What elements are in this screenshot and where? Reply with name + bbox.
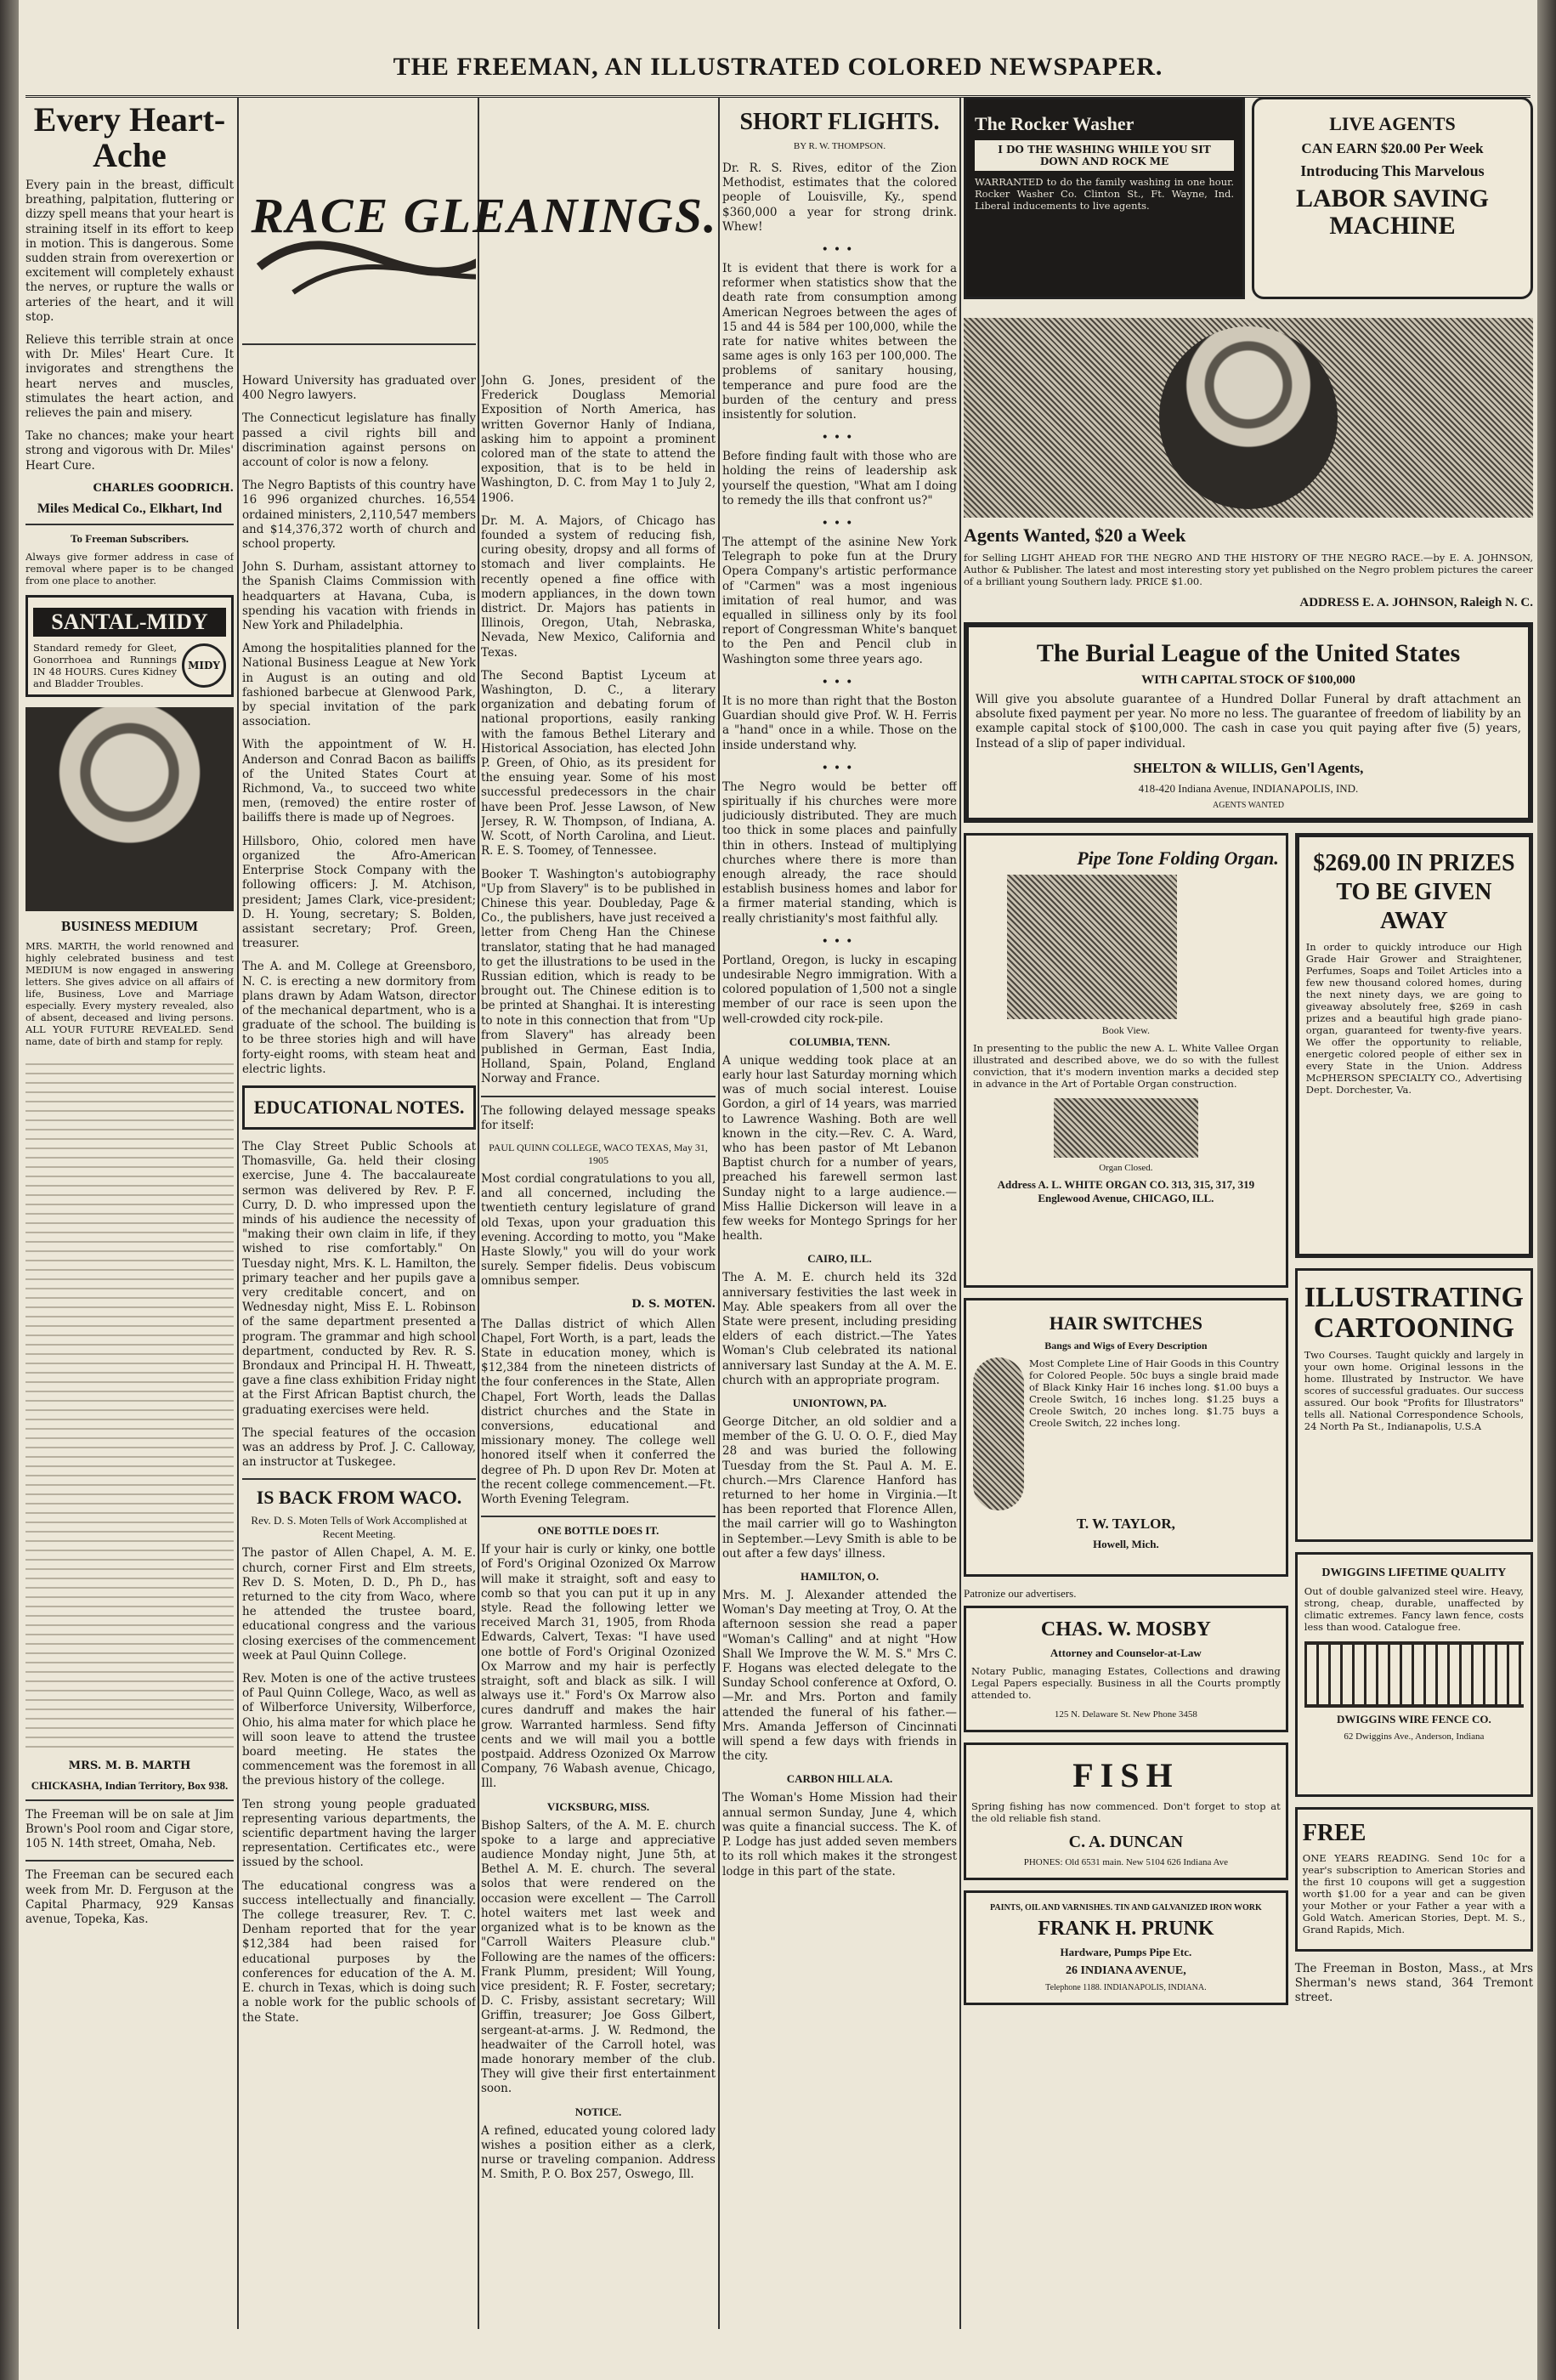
divider [25, 1799, 234, 1801]
mosby-sub: Attorney and Counselor-at-Law [1050, 1646, 1202, 1659]
hair-switch-illustration [973, 1357, 1024, 1510]
santal-title: SANTAL-MIDY [33, 608, 226, 637]
divider [242, 1478, 476, 1480]
notice-omaha: The Freeman will be on sale at Jim Brown's Pool room and Cigar store, 105 N. 14th street, Omaha, Neb. [25, 1807, 234, 1851]
waco-head: IS BACK FROM WACO. [256, 1487, 462, 1509]
organ-text: In presenting to the public the new A. L. White Vallee Organ illustrated and described above, we do so with the fullest conviction, that it's modern invention marks a decided step in advance in the Art of Portable Organ construction. [973, 1042, 1279, 1090]
separator-stars: ••• [821, 934, 858, 949]
flight-item: It is evident that there is work for a reformer when statistics show that the death rate from consumption among American Negroes between the ages of 15 and 44 is 584 per 100,000, while the rate for native whites between the same ages is only 163 per 100,000. The problems of sanitary housing, temperance and pure food are the burden of the century and press insistently for solution. [722, 262, 957, 422]
labor-sub: CAN EARN $20.00 Per Week [1301, 140, 1484, 156]
heartache-text: Every pain in the breast, difficult breathing, palpitation, fluttering or dizzy spell means that your heart is straining itself in its effort to keep in motion. This is dangerous. Some sudden strain from overexertion or excitement will completely exhaust the nerves, or rupture the walls or arteries of the heart, and it will stop. [25, 178, 234, 324]
medium-title: BUSINESS MEDIUM [60, 917, 199, 934]
fish-ad [964, 1742, 1288, 1880]
gleaning-item: The Connecticut legislature has finally passed a civil rights bill and discrimination against persons on account of color is now a felony. [242, 411, 476, 470]
subscribers-head: To Freeman Subscribers. [70, 531, 190, 545]
agents-head: Agents Wanted, $20 a Week [964, 524, 1186, 546]
separator-stars: ••• [821, 761, 858, 775]
waco-text: The educational congress was a success intellectually and financially. The college treasurer, Rev. T. C. Denham reported that for the year $12,384 had been raised for educational purposes by the conferences for education of the A. M. E. church in Texas, which is doing such a noble work for the public schools of the State. [242, 1878, 476, 2025]
column-1 [25, 97, 234, 2329]
news-item: The following delayed message speaks for itself: [481, 1103, 716, 1132]
uniontown-head: UNIONTOWN, PA. [792, 1397, 887, 1410]
santal-text: Standard remedy for Gleet, Gonorrhoea and Runnings IN 48 HOURS. Cures Kidney and Bladder Troubles. [33, 641, 177, 689]
hair-sub: Bangs and Wigs of Every Description [1044, 1340, 1208, 1352]
column-rule [718, 97, 720, 2329]
flight-item: Dr. R. S. Rives, editor of the Zion Methodist, estimates that the colored people of Louisville, Ky., spend $360,000 a year for strong drink. Whew! [722, 162, 957, 234]
news-item: John G. Jones, president of the Frederick Douglass Memorial Exposition of North America, has written Governor Hanly of Indiana, asking him to appoint a prominent colored man of the state to attend the exposition, that is to be held in Washington, D. C. from May 1 to July 2, 1906. [481, 374, 716, 505]
waco-text: Ten strong young people graduated representing various departments, the scientific department having the larger representation. Certificates etc., were issued by the school. [242, 1797, 476, 1870]
banner-title-wrap [246, 128, 722, 348]
middle-left-ads [964, 833, 1288, 2015]
hair-switches-ad [964, 1298, 1288, 1577]
heartache-signature: CHARLES GOODRICH. [93, 481, 234, 495]
organ-closed-illustration [1054, 1098, 1198, 1158]
free-title: FREE [1302, 1820, 1366, 1846]
mosby-address: 125 N. Delaware St. New Phone 3458 [1054, 1709, 1197, 1720]
labor-title: LIVE AGENTS [1329, 113, 1456, 134]
middle-ads-row [964, 833, 1533, 2015]
heartache-text: Relieve this terrible strain at once with Dr. Miles' Heart Cure. It invigorates and strengthens the heart nerves and muscles, stimulates the heart action, and relieves the pain and misery. [25, 333, 234, 421]
news-item: Dr. M. A. Majors, of Chicago has founded a system of reducing fish, curing obesity, dropsy and all forms of stomach and liver complaints. He recently opened a fine office with modern appliances, in the down town district. Dr. Majors has patients in Illinois, Oregon, Utah, Nebraska, Nevada, New Mexico, California and Texas. [481, 513, 716, 660]
gleaning-item: Among the hospitalities planned for the National Business League at New York in August is an outing and old fashioned barbecue at Glenwood Park, by special invitation of the park association. [242, 642, 476, 729]
subscribers-text: Always give former address in case of removal where paper is to be changed from one place to another. [25, 550, 234, 586]
author-portrait [1159, 326, 1338, 509]
organ-address: Address A. L. WHITE ORGAN CO. 313, 315, 317, 319 Englewood Avenue, CHICAGO, ILL. [997, 1178, 1255, 1204]
organ-closed-caption: Organ Closed. [1099, 1163, 1153, 1173]
vicksburg-head: VICKSBURG, MISS. [546, 1799, 650, 1813]
flight-item: Before finding fault with those who are holding the reins of leadership ask yourself the question, "What am I doing to remedy the ills that confront us?" [722, 450, 957, 507]
waco-text: Rev. Moten is one of the active trustees of Paul Quinn College, Waco, as well as of Wilberforce University, Wilberforce, Ohio, his alma mater for which place he will soon leave to attend the trustee board meeting. He states the commencement was the foremost in all the previous history of the college. [242, 1672, 476, 1788]
fish-firm: C. A. DUNCAN [1068, 1833, 1184, 1851]
fence-address: 62 Dwiggins Ave., Anderson, Indiana [1344, 1731, 1485, 1742]
divider [481, 1516, 716, 1517]
medium-fine-print [25, 1056, 234, 1753]
prunk-head: PAINTS, OIL AND VARNISHES. TIN AND GALVANIZED IRON WORK [990, 1903, 1262, 1912]
burial-firm: SHELTON & WILLIS, Gen'l Agents, [1133, 759, 1364, 776]
prunk-title: FRANK H. PRUNK [1038, 1918, 1214, 1940]
gleaning-item: The A. and M. College at Greensboro, N. C. is erecting a new dormitory from plans drawn by Adam Watson, director of the mechanical department, who is a graduate of the school. The building is to be three stories high and will have forty-eight rooms, with steam heat and electric lights. [242, 960, 476, 1076]
waco-text: The pastor of Allen Chapel, A. M. E. church, corner First and Elm streets, Rev D. S. Moten, D. D., Ph D., has returned to the city from Waco, where he attended the trustee board, educational congress and the various closing exercises of the commencement week at Paul Quinn College. [242, 1546, 476, 1663]
carbon-hill-head: CARBON HILL ALA. [786, 1772, 893, 1786]
vicksburg-text: Bishop Salters, of the A. M. E. church spoke to a large and appreciative audience Monday night, June 5th, at Bethel A. M. E. church. The several solos that were rendered on the occasion were excellent — The Carroll hotel waiters met last week and organized what is to be known as the "Carroll Waiters Pleasure club." Following are the names of the officers: Frank Plumm, president; Will Young, vice president; R. F. Foster, secretary; D. C. Frisby, assistant secretary; Will Griffin, treasurer; Joe Goss Gilbert, sergeant-at-arms. J. W. Redmond, the headwaiter of the Carroll hotel, was made honorary member of the club. They will give their first entertainment soon. [481, 1818, 716, 2096]
column-4 [722, 97, 957, 2329]
waco-subhead: Rev. D. S. Moten Tells of Work Accomplished at Recent Meeting. [251, 1514, 467, 1541]
column-rule [478, 97, 479, 2329]
separator-stars: ••• [821, 431, 858, 445]
burial-agents: AGENTS WANTED [1213, 800, 1284, 810]
educational-notes-head-box [242, 1085, 476, 1130]
columbia-head: COLUMBIA, TENN. [789, 1034, 891, 1048]
notice-head: NOTICE. [574, 2105, 622, 2118]
divider [25, 524, 234, 525]
column-2-body [242, 374, 476, 2329]
heartache-title: Every Heart-Ache [33, 100, 226, 174]
news-item: The Dallas district of which Allen Chapel, Fort Worth, is a part, leads the State in education money, which is $12,384 from the nineteen districts of the four conferences in the State, Allen Chapel, Fort Worth, leads the Dallas district churches and the State in conversions, educational and missionary money. The college well honored itself when it conferred the degree of Ph. D upon Rev Dr. Moten at the recent college commencement.—Ft. Worth Evening Telegram. [481, 1317, 716, 1507]
burial-title: The Burial League of the United States [1036, 639, 1461, 667]
cartoon-title: ILLUSTRATING CARTOONING [1304, 1282, 1524, 1344]
notice-text: A refined, educated young colored lady wishes a position either as a clerk, nurse or traveling companion. Address M. Smith, P. O. Box 257, Oswego, Ill. [481, 2123, 716, 2182]
separator-stars: ••• [821, 243, 858, 258]
hair-firm: T. W. TAYLOR, [1076, 1516, 1175, 1532]
burial-address: 418-420 Indiana Avenue, INDIANAPOLIS, IND. [1138, 781, 1359, 795]
cairo-head: CAIRO, ILL. [807, 1252, 872, 1266]
notice-topeka: The Freeman can be secured each week from Mr. D. Ferguson at the Capital Pharmacy, 929 Kansas avenue, Topeka, Kas. [25, 1868, 234, 1927]
mosby-text: Notary Public, managing Estates, Collections and drawing Legal Papers especially. Business in all the Courts promptly attended to. [971, 1665, 1281, 1701]
separator-stars: ••• [821, 675, 858, 689]
mosby-title: CHAS. W. MOSBY [1040, 1618, 1211, 1640]
cartoon-text: Two Courses. Taught quickly and largely in your own home. Original lessons in the home. Illustrated by Instructor. We have scores of successful graduates. Our success assured. Our book "Profits for Illustrators" tells all. National Correspondence Schools, 24 North Pa St., Indianapolis, U.S.A [1304, 1349, 1524, 1432]
carbon-hill-text: The Woman's Home Mission had their annual sermon Sunday, June 4, which was quite a financial success. The K. of P. Lodge has just added seven members to its roll which makes it the strongest lodge in this part of the state. [722, 1791, 957, 1878]
burial-capital: WITH CAPITAL STOCK OF $100,000 [1141, 673, 1355, 687]
letter-head: PAUL QUINN COLLEGE, WACO TEXAS, May 31, 1905 [489, 1141, 708, 1166]
hamilton-head: HAMILTON, O. [800, 1570, 880, 1584]
flight-item: The attempt of the asinine New York Telegraph to poke fun at the Drury Opera Company's artistic performance of "Carmen" was a most ingenious imitation of real humor, and was equalled in silliness only by its fool report of Congressman White's banquet to the Pen and Pencil club in Washington some three years ago. [722, 536, 957, 666]
news-item: The Second Baptist Lyceum at Washington, D. C., a literary organization and debating forum of national proportions, easily ranking with the famous Bethel Literary and Historical Association, has elected John P. Green, of Ohio, as its president for the ensuing year. Some of his most successful predecessors in the chair have been Prof. Jesse Lawson, of New Jersey, R. W. Thompson, of Indiana, A. W. Scott, of North Carolina, and Lieut. R. E. S. Toomey, of Tennessee. [481, 668, 716, 858]
gleaning-item: With the appointment of W. H. Anderson and Conrad Bacon as bailiffs of the United States Court at Richmond, Va., to succeed two white men, (removed) the entire roster of bailiffs there is made up of Negroes. [242, 738, 476, 825]
medium-address: CHICKASHA, Indian Territory, Box 938. [31, 1778, 229, 1792]
masthead: THE FREEMAN, AN ILLUSTRATED COLORED NEWSPAPER. [25, 53, 1531, 98]
race-gleanings-title: RACE GLEANINGS. [251, 188, 718, 243]
medium-text: MRS. MARTH, the world renowned and highly celebrated business and test MEDIUM is now engaged in answering letters. She gives advice on all affairs of life, Business, Love and Marriage especially. Every mystery revealed, also of absent, deceased and living persons. ALL YOUR FUTURE REVEALED. Send name, date of birth and stamp for reply. [25, 939, 234, 1047]
gleaning-item: Howard University has graduated over 400 Negro lawyers. [242, 374, 476, 403]
flight-item: It is no more than right that the Boston Guardian should give Prof. W. H. Ferris a "hand" once in a while. Those on the inside understand why. [722, 694, 957, 752]
organ-title: Pipe Tone Folding Organ. [1077, 847, 1279, 869]
middle-right-ads [1295, 833, 1533, 2015]
cairo-text: The A. M. E. church held its 32d anniversary festivities the last week in May. Able speakers from all over the State were present, including presiding elders of each district.—The Yates Woman's Club celebrated its national anniversary last Sunday at the A. M. E. church with an appropriate program. [722, 1271, 957, 1387]
burial-league-ad [964, 622, 1533, 823]
cartooning-ad [1295, 1268, 1533, 1542]
divider [25, 1860, 234, 1862]
burial-text: Will give you absolute guarantee of a Hundred Dollar Funeral by draft attachment an absolute fixed payment per year. No more no less. The guarantee of freedom of liability by an example capital stock of $100,000. The cash in case you quit paying after five (5) years, Instead of a slip of paper individual. [976, 693, 1521, 751]
fence-illustration [1304, 1641, 1524, 1708]
mosby-ad [964, 1606, 1288, 1732]
organ-view-caption: Book View. [1101, 1024, 1151, 1036]
columbia-text: A unique wedding took place at an early hour last Saturday morning which was of much social interest. Louise Gordon, a girl of 14 years, was married to Lawrence Washing. Both are well known in the city.—Rev. C. A. Ward, who has been pastor of Mt Lebanon Baptist church for a number of years, preached his farewell sermon last Sunday night to a large audience.—Miss Hallie Dickerson will leave in a few weeks for Montego Springs for her health. [722, 1053, 957, 1244]
short-flights-byline: BY R. W. THOMPSON. [793, 141, 886, 151]
prunk-address: 26 INDIANA AVENUE, [1066, 1964, 1186, 1977]
hair-text: Most Complete Line of Hair Goods in this Country for Colored People. 50c buys a single braid made of Black Kinky Hair 16 inches long. $1.00 buys a Creole Switch, 16 inches long. $1.25 buys a Creole Switch, 20 inches long. $1.75 buys a Creole Switch, 22 inches long. [1029, 1357, 1279, 1429]
free-reading-ad [1295, 1807, 1533, 1952]
fish-text: Spring fishing has now commenced. Don't forget to stop at the old reliable fish stand. [971, 1800, 1281, 1824]
educational-notes-text: The Clay Street Public Schools at Thomasville, Ga. held their closing exercise, June 4. The baccalaureate sermon was delivered by Rev. P. F. Curry, D. D. who impressed upon the minds of his audience the necessity of "making their own claim in life, if they wished to rise comfortably." On Tuesday night, Mrs. K. L. Hamilton, the primary teacher and her pupils gave a very creditable concert, and on Wednesday night, Miss E. L. Robinson of the same department presented a program. The grammar and high school department, conducted by Rev. R. S. Brondaux and Principal H. H. Thweatt, gave a fine class exhibition Friday night at the First African Baptist church, the graduating exercises were held. [242, 1139, 476, 1417]
flight-item: The Negro would be better off spiritually if his churches were more judiciously distributed. They are much too thick in some places and painfully thin in others. Instead of multiplying churches where there is more than enough already, the race should establish business homes and labor for a firmer material standing, which is really christianity's most faithful ally. [722, 779, 957, 926]
divider [481, 1096, 716, 1097]
free-text: ONE YEARS READING. Send 10c for a year's subscription to American Stories and the first 10 coupons will get a suggestion worth $1.00 for a year and can be given your Mother or your Father a year with a Gold Watch. American Stories, Dept. M. S., Grand Rapids, Mich. [1302, 1852, 1525, 1935]
column-3 [481, 374, 716, 2329]
labor-machine-ad [1252, 97, 1533, 299]
column-5-ads [964, 97, 1533, 2329]
bottle-text: If your hair is curly or kinky, one bottle of Ford's Original Ozonized Ox Marrow will make it straight, soft and easy to comb so that you can put it up in any style. Read the following letter we received March 31, 1905, from Rhoda Edwards, Calvert, Texas: "I have used one bottle of Ford's Original Ozonized Ox Marrow and my hair is perfectly straight, soft and black as silk. I will always use it." Ford's Ox Marrow also cures dandruff and makes the hair grow. Warranted harmless. Send fifty cents and we will mail you a bottle postpaid. Address Ozonized Ox Marrow Company, 76 Wabash avenue, Chicago, Ill. [481, 1543, 716, 1791]
prunk-sub: Hardware, Pumps Pipe Etc. [1060, 1946, 1192, 1958]
prizes-ad [1295, 833, 1533, 1258]
educational-notes-head: EDUCATIONAL NOTES. [253, 1096, 465, 1118]
organ-ad [964, 833, 1288, 1288]
fish-title: FISH [1072, 1756, 1180, 1794]
gleaning-item: John S. Durham, assistant attorney to the Spanish Claims Commission with headquarters at Havana, Cuba, is spending his vacation with friends in New York and Philadelphia. [242, 560, 476, 633]
rocker-slogan: I DO THE WASHING WHILE YOU SIT DOWN AND ROCK ME [975, 140, 1234, 171]
hamilton-text: Mrs. M. J. Alexander attended the Woman's Day meeting at Troy, O. At the afternoon session she read a paper "Woman's Calling" and at night "How Shall We Improve the W. M. S." Mrs C. F. Hogans was elected delegate to the Sunday School conference at Oxford, O.—Mr. and Mrs. Porton and family attended the funeral of his father.—Mrs. Amanda Jefferson of Cincinnati will spend a few days with friends in the city. [722, 1589, 957, 1764]
educational-notes-text: The special features of the occasion was an address by Prof. J. C. Calloway, an instructor at Tuskegee. [242, 1425, 476, 1470]
uniontown-text: George Ditcher, an old soldier and a member of the G. U. O. O. F., died May 28 and was buried the following Tuesday from the St. Paul A. M. E. church.—Mrs Clarence Hanford has returned to her home in Virginia.—It has been reported that Florence Allen, the mail carrier will go to Washington in September.—Levy Smith is able to be out after a few days' illness. [722, 1415, 957, 1561]
rocker-title: The Rocker Washer [975, 113, 1134, 134]
flight-item: Portland, Oregon, is lucky in escaping undesirable Negro immigration. With a colored population of 1,500 not a single member of our race is seen upon the well-crowded city rock-pile. [722, 953, 957, 1026]
fish-phones: PHONES: Old 6531 main. New 5104 626 Indiana Ave [1023, 1857, 1228, 1867]
hair-address: Howell, Mich. [1093, 1538, 1159, 1550]
labor-machine: LABOR SAVING MACHINE [1295, 184, 1489, 240]
medium-signature: MRS. M. B. MARTH [68, 1759, 191, 1772]
prizes-text: In order to quickly introduce our High Grade Hair Grower and Straightener, Perfumes, Soaps and Toilet Articles into a few new thousand colored homes, during the next ninety days, we are going to giveaway absolutely free, $269 in cash prizes and a beautiful high grade piano-organ, guaranteed for twenty-five years. We offer the opportunity to reliable, energetic colored people of either sex in every State in the Union. Address McPHERSON SPECIALTY CO., Advertising Dept. Dorchester, Va. [1305, 941, 1522, 1096]
agents-text: for Selling LIGHT AHEAD FOR THE NEGRO AND THE HISTORY OF THE NEGRO RACE.—by E. A. JOHNSON, Author & Publisher. The latest and most interesting story yet published on the Negro problem pictures the career of a brilliant young Southern lady. PRICE $1.00. [964, 552, 1533, 587]
letter-signature: D. S. MOTEN. [631, 1297, 716, 1311]
boston-notice: The Freeman in Boston, Mass., at Mrs Sherman's news stand, 364 Tremont street. [1294, 1962, 1533, 2005]
fence-title: DWIGGINS LIFETIME QUALITY [1321, 1567, 1507, 1579]
hair-title: HAIR SWITCHES [1049, 1312, 1203, 1334]
rocker-text: WARRANTED to do the family washing in one hour. Rocker Washer Co. Clinton St., Ft. Wayne, Ind. Liberal inducements to live agents. [975, 176, 1234, 212]
letter-body: Most cordial congratulations to you all, and all concerned, including the twentieth century legislature of grand old Texas, upon your graduation this evening. According to motto, you "Make Haste Slowly," you will do your work surely. Semper fidelis. Deus vobiscum omnibus semper. [481, 1171, 716, 1289]
fence-firm: DWIGGINS WIRE FENCE CO. [1336, 1713, 1491, 1726]
separator-stars: ••• [821, 517, 858, 531]
portrait-illustration [25, 707, 234, 911]
heartache-footer: Miles Medical Co., Elkhart, Ind [37, 501, 223, 516]
midy-badge: MIDY [182, 643, 226, 688]
gleaning-item: The Negro Baptists of this country have 16 996 organized churches. 16,554 ordained ministers, 2,110,547 members and $14,376,372 worth of church and school property. [242, 479, 476, 552]
column-rule [237, 97, 239, 2329]
heartache-text: Take no chances; make your heart strong and vigorous with Dr. Miles' Heart Cure. [25, 429, 234, 473]
rocker-washer-ad [964, 97, 1245, 299]
prunk-ad [964, 1890, 1288, 2005]
page-edge-left [0, 0, 19, 2380]
top-ads-row [964, 97, 1533, 309]
fence-text: Out of double galvanized steel wire. Heavy, strong, cheap, durable, unaffected by climatic extremes. Fancy lawn fence, costs less than wood. Catalogue free. [1304, 1585, 1524, 1633]
patronize-note: Patronize our advertisers. [964, 1587, 1077, 1600]
page-edge-right [1537, 0, 1556, 2380]
short-flights-head: SHORT FLIGHTS. [739, 109, 940, 135]
gleaning-item: Hillsboro, Ohio, colored men have organized the Afro-American Enterprise Stock Company with the following officers: J. M. Atchison, president; James Clark, vice-president; D. H. Young, secretary; S. Bolden, assistant secretary; Prof. Green, treasurer. [242, 834, 476, 951]
fence-ad [1295, 1552, 1533, 1797]
column-rule [959, 97, 961, 2329]
prizes-title: $269.00 IN PRIZES TO BE GIVEN AWAY [1313, 850, 1515, 934]
news-item: Booker T. Washington's autobiography "Up from Slavery" is to be published in Chinese this year. Doubleday, Page & Co., the publishers, have just received a letter from Cheng Han the Chinese translator, stating that he had managed to get the illustrations to be used in the Russian edition, which is ready to be brought out. The Chinese edition is to be printed at Shanghai. It is interesting to note in this connection that from "Up from Slavery" has already been published in German, East India, Holland, Spain, Poland, England Norway and France. [481, 867, 716, 1086]
santal-midy-ad [25, 595, 234, 697]
agents-ornamental-portrait [964, 318, 1533, 518]
bottle-head: ONE BOTTLE DOES IT. [537, 1524, 659, 1538]
prunk-phone: Telephone 1188. INDIANAPOLIS, INDIANA. [1045, 1983, 1207, 1992]
agents-address: ADDRESS E. A. JOHNSON, Raleigh N. C. [1299, 596, 1533, 609]
labor-intro: Introducing This Marvelous [1300, 162, 1485, 179]
organ-open-illustration [1007, 875, 1177, 1019]
